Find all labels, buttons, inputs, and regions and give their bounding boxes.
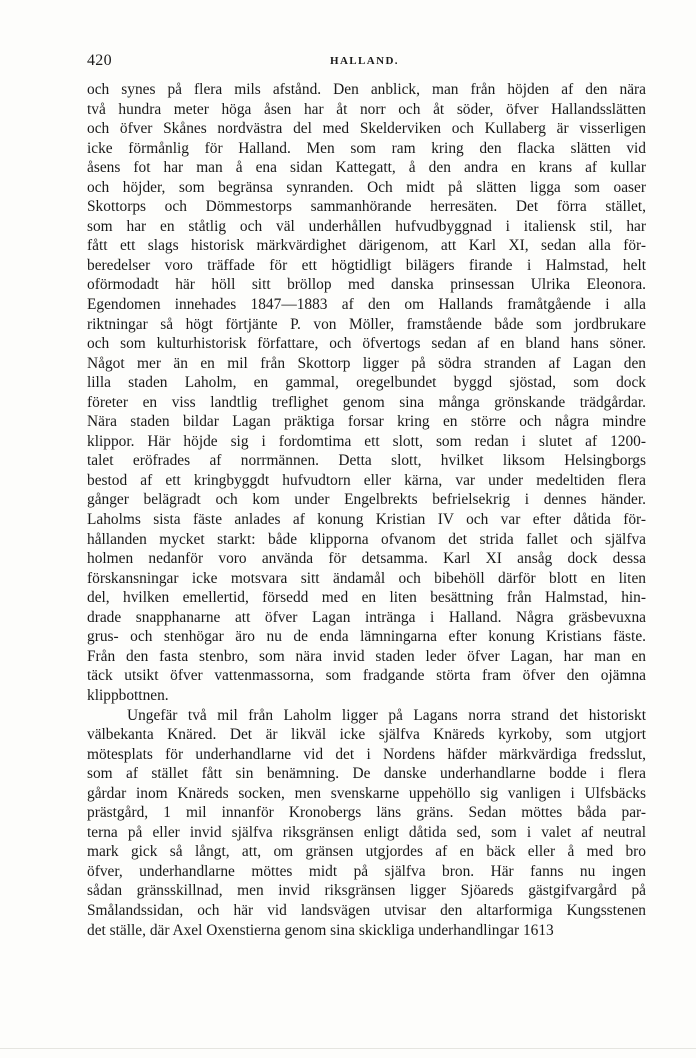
text-line: sådan gränsskillnad, men invid riksgränsen ligger Sjöareds gästgifvargård på — [87, 882, 646, 900]
text-line: och som kulturhistorisk författare, och öfvertogs sedan af en bland hans söner. — [87, 335, 646, 353]
text-line: icke förmånlig för Halland. Men som ram kring den flacka slätten vid — [87, 139, 646, 157]
text-line: det ställe, där Axel Oxenstierna genom sina skickliga underhandlingar 1613 — [87, 921, 554, 939]
text-line: Ungefär två mil från Laholm ligger på Lagans norra strand det historiskt — [127, 706, 646, 724]
text-line: Skottorps och Dömmestorps sammanhörande herresäten. Det förra stället, — [87, 198, 646, 216]
text-line: och höjder, som begränsa synranden. Och midt på slätten ligga som oaser — [87, 178, 646, 196]
text-line: företer en viss landtlig treflighet genom sina många grönskande trädgårdar. — [87, 393, 646, 411]
text-line: och öfver Skånes nordvästra del med Skelderviken och Kullaberg är visserligen — [87, 120, 646, 138]
text-line: som af stället fått sin benämning. De danske underhandlarne bodde i flera — [87, 765, 646, 783]
text-line: Nära staden bildar Lagan präktiga forsar kring en större och några mindre — [87, 413, 646, 431]
text-line: grus- och stenhögar äro nu de enda lämningarna efter konung Kristians fäste. — [87, 628, 646, 646]
text-line: klippor. Här höjde sig i fordomtima ett slott, som redan i slutet af 1200- — [87, 432, 646, 450]
text-line: Laholms sista fäste anlades af konung Kristian IV och var efter dåtida för- — [87, 511, 646, 529]
text-line: fått ett slags historisk märkvärdighet därigenom, att Karl XI, sedan alla för- — [87, 237, 646, 255]
text-line: två hundra meter höga åsen har åt norr och åt söder, öfver Hallandsslätten — [87, 100, 646, 118]
text-line: förskansningar icke motsvara sitt ändamål och bibehöll därför blott en liten — [87, 569, 646, 587]
page-number: 420 — [87, 52, 112, 69]
running-head: HALLAND. — [330, 55, 399, 67]
page-body — [87, 80, 646, 940]
text-line: som har en ståtlig och väl underhållen hufvudbyggnad i italiensk stil, har — [87, 217, 646, 235]
text-line: beredelser voro träffade för ett högtidligt bilägers firande i Halmstad, helt — [87, 256, 646, 274]
text-line: täck utsikt öfver vattenmassorna, som fradgande störta fram öfver den ojämna — [87, 667, 646, 685]
text-line: prästgård, 1 mil innanför Kronobergs läns gräns. Sedan möttes båda par- — [87, 804, 646, 822]
text-line: holmen nedanför voro använda för detsamma. Karl XI ansåg dock dessa — [87, 550, 646, 568]
text-line: välbekanta Knäred. Det är likväl icke själfva Knäreds kyrkoby, som utgjort — [87, 726, 646, 744]
text-line: del, hvilken emellertid, försedd med en liten besättning från Halmstad, hin- — [87, 589, 646, 607]
text-line: drade snapphanarne att öfver Lagan intränga i Halland. Några gräsbevuxna — [87, 608, 646, 626]
paragraph — [87, 706, 646, 941]
text-line: bestod af ett kringbyggdt hufvudtorn eller kärna, var under medeltiden flera — [87, 471, 646, 489]
text-line: Från den fasta stenbro, som nära invid staden leder öfver Lagan, har man en — [87, 647, 646, 665]
text-line: oförmodadt här höll sitt bröllop med danska prinsessan Ulrika Eleonora. — [87, 276, 646, 294]
text-line: mötesplats för underhandlarne vid det i Nordens häfder märkvärdiga fredsslut, — [87, 745, 646, 763]
text-line: talet eröfrades af norrmännen. Detta slott, hvilket liksom Helsingborgs — [87, 452, 646, 470]
text-line: gårdar inom Knäreds socken, men svenskarne uppehöllo sig vanligen i Ulfsbäcks — [87, 784, 646, 802]
text-line: Egendomen innehades 1847—1883 af den om Hallands framåtgående i alla — [87, 296, 646, 314]
text-line: Smålandssidan, och här vid landsvägen utvisar den altarformiga Kungsstenen — [87, 901, 646, 919]
paragraph — [87, 80, 646, 706]
text-line: och synes på flera mils afstånd. Den anblick, man från höjden af den nära — [87, 81, 646, 98]
text-line: åsens fot har man å ena sidan Kattegatt, å den andra en krans af kullar — [87, 159, 646, 177]
page-bottom-edge — [0, 1048, 696, 1049]
text-line: Något mer än en mil från Skottorp ligger på södra stranden af Lagan den — [87, 354, 646, 372]
text-line: gånger belägradt och kom under Engelbrekts befrielsekrig i dennes händer. — [87, 491, 646, 509]
text-line: öfver, underhandlarne möttes midt på själfva bron. Här fanns nu ingen — [87, 862, 646, 880]
text-line: riktningar så högt förtjänte P. von Möller, framstående både som jordbrukare — [87, 315, 646, 333]
text-line: klippbottnen. — [87, 686, 169, 704]
text-line: mark gick så långt, att, om gränsen utgjordes af en bäck eller å med bro — [87, 843, 646, 861]
text-line: hållanden mycket starkt: både klipporna ofvanom det strida fallet och själfva — [87, 530, 646, 548]
text-line: terna på eller invid själfva riksgränsen enligt dåtida sed, som i valet af neutral — [87, 823, 646, 841]
text-line: lilla staden Laholm, en gammal, oregelbundet byggd sjöstad, som dock — [87, 374, 646, 392]
